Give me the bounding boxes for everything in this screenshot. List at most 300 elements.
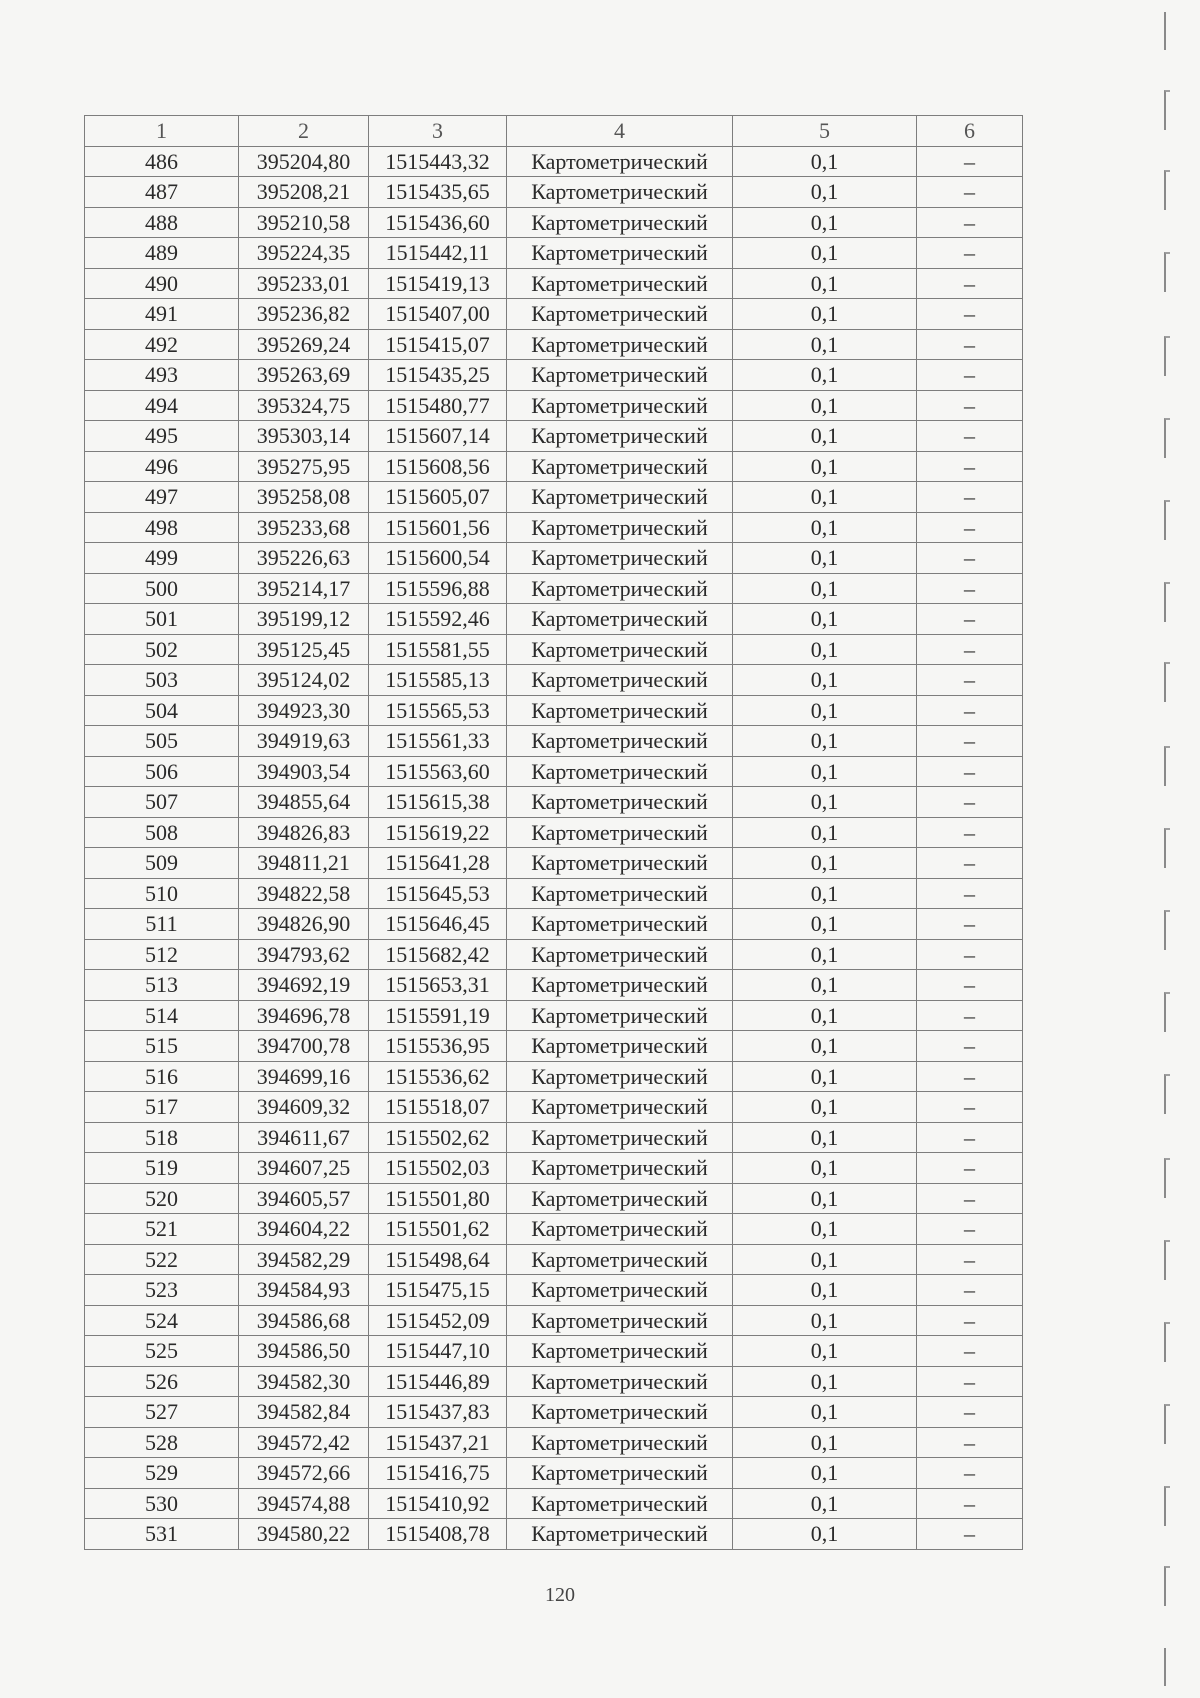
note-cell: – <box>917 238 1023 269</box>
note-cell: – <box>917 1305 1023 1336</box>
table-row <box>85 665 1023 696</box>
table-row <box>85 1031 1023 1062</box>
point-number-cell: 514 <box>85 1000 239 1031</box>
accuracy-cell: 0,1 <box>733 695 917 726</box>
point-number-cell: 518 <box>85 1122 239 1153</box>
note-cell: – <box>917 1183 1023 1214</box>
method-cell: Картометрический <box>507 177 733 208</box>
x-coordinate-cell: 395204,80 <box>239 146 369 177</box>
accuracy-cell: 0,1 <box>733 604 917 635</box>
method-cell: Картометрический <box>507 1183 733 1214</box>
method-cell: Картометрический <box>507 1336 733 1367</box>
accuracy-cell: 0,1 <box>733 451 917 482</box>
note-cell: – <box>917 848 1023 879</box>
x-coordinate-cell: 395324,75 <box>239 390 369 421</box>
point-number-cell: 499 <box>85 543 239 574</box>
table-row <box>85 695 1023 726</box>
accuracy-cell: 0,1 <box>733 421 917 452</box>
table-row <box>85 360 1023 391</box>
x-coordinate-cell: 394923,30 <box>239 695 369 726</box>
scan-edge-mark <box>1164 1240 1170 1280</box>
point-number-cell: 512 <box>85 939 239 970</box>
point-number-cell: 527 <box>85 1397 239 1428</box>
y-coordinate-cell: 1515501,80 <box>369 1183 507 1214</box>
point-number-cell: 491 <box>85 299 239 330</box>
method-cell: Картометрический <box>507 878 733 909</box>
point-number-cell: 487 <box>85 177 239 208</box>
table-row <box>85 1397 1023 1428</box>
point-number-cell: 490 <box>85 268 239 299</box>
x-coordinate-cell: 395214,17 <box>239 573 369 604</box>
table-row <box>85 1000 1023 1031</box>
point-number-cell: 502 <box>85 634 239 665</box>
table-row <box>85 756 1023 787</box>
method-cell: Картометрический <box>507 726 733 757</box>
note-cell: – <box>917 817 1023 848</box>
table-row <box>85 329 1023 360</box>
note-cell: – <box>917 909 1023 940</box>
point-number-cell: 500 <box>85 573 239 604</box>
y-coordinate-cell: 1515436,60 <box>369 207 507 238</box>
y-coordinate-cell: 1515682,42 <box>369 939 507 970</box>
y-coordinate-cell: 1515435,65 <box>369 177 507 208</box>
x-coordinate-cell: 394572,66 <box>239 1458 369 1489</box>
note-cell: – <box>917 390 1023 421</box>
point-number-cell: 506 <box>85 756 239 787</box>
accuracy-cell: 0,1 <box>733 1153 917 1184</box>
table-header-row <box>85 116 1023 147</box>
method-cell: Картометрический <box>507 451 733 482</box>
y-coordinate-cell: 1515410,92 <box>369 1488 507 1519</box>
y-coordinate-cell: 1515518,07 <box>369 1092 507 1123</box>
accuracy-cell: 0,1 <box>733 390 917 421</box>
point-number-cell: 517 <box>85 1092 239 1123</box>
table-row <box>85 909 1023 940</box>
point-number-cell: 505 <box>85 726 239 757</box>
table-row <box>85 512 1023 543</box>
method-cell: Картометрический <box>507 756 733 787</box>
method-cell: Картометрический <box>507 695 733 726</box>
scan-edge-mark <box>1164 828 1170 868</box>
method-cell: Картометрический <box>507 1488 733 1519</box>
y-coordinate-cell: 1515536,62 <box>369 1061 507 1092</box>
y-coordinate-cell: 1515653,31 <box>369 970 507 1001</box>
accuracy-cell: 0,1 <box>733 1092 917 1123</box>
point-number-cell: 520 <box>85 1183 239 1214</box>
table-row <box>85 1336 1023 1367</box>
x-coordinate-cell: 394582,30 <box>239 1366 369 1397</box>
point-number-cell: 501 <box>85 604 239 635</box>
x-coordinate-cell: 394582,29 <box>239 1244 369 1275</box>
x-coordinate-cell: 394700,78 <box>239 1031 369 1062</box>
accuracy-cell: 0,1 <box>733 848 917 879</box>
method-cell: Картометрический <box>507 299 733 330</box>
method-cell: Картометрический <box>507 1305 733 1336</box>
note-cell: – <box>917 329 1023 360</box>
method-cell: Картометрический <box>507 512 733 543</box>
method-cell: Картометрический <box>507 1000 733 1031</box>
note-cell: – <box>917 1000 1023 1031</box>
scan-edge-mark <box>1164 1322 1170 1362</box>
x-coordinate-cell: 394855,64 <box>239 787 369 818</box>
point-number-cell: 526 <box>85 1366 239 1397</box>
scan-edge-mark <box>1164 582 1170 622</box>
x-coordinate-cell: 394582,84 <box>239 1397 369 1428</box>
point-number-cell: 513 <box>85 970 239 1001</box>
method-cell: Картометрический <box>507 146 733 177</box>
method-cell: Картометрический <box>507 848 733 879</box>
point-number-cell: 488 <box>85 207 239 238</box>
y-coordinate-cell: 1515502,62 <box>369 1122 507 1153</box>
accuracy-cell: 0,1 <box>733 360 917 391</box>
point-number-cell: 522 <box>85 1244 239 1275</box>
table-row <box>85 848 1023 879</box>
table-row <box>85 1122 1023 1153</box>
method-cell: Картометрический <box>507 482 733 513</box>
x-coordinate-cell: 395263,69 <box>239 360 369 391</box>
accuracy-cell: 0,1 <box>733 329 917 360</box>
scan-edge-mark <box>1164 1404 1170 1444</box>
point-number-cell: 508 <box>85 817 239 848</box>
page-number: 120 <box>545 1584 575 1606</box>
y-coordinate-cell: 1515646,45 <box>369 909 507 940</box>
point-number-cell: 524 <box>85 1305 239 1336</box>
method-cell: Картометрический <box>507 360 733 391</box>
accuracy-cell: 0,1 <box>733 268 917 299</box>
scan-edge-mark <box>1164 1566 1170 1606</box>
accuracy-cell: 0,1 <box>733 573 917 604</box>
table-row <box>85 1061 1023 1092</box>
y-coordinate-cell: 1515437,83 <box>369 1397 507 1428</box>
accuracy-cell: 0,1 <box>733 1061 917 1092</box>
point-number-cell: 515 <box>85 1031 239 1062</box>
method-cell: Картометрический <box>507 1061 733 1092</box>
method-cell: Картометрический <box>507 1427 733 1458</box>
accuracy-cell: 0,1 <box>733 482 917 513</box>
method-cell: Картометрический <box>507 1366 733 1397</box>
table-row <box>85 817 1023 848</box>
x-coordinate-cell: 394609,32 <box>239 1092 369 1123</box>
accuracy-cell: 0,1 <box>733 1519 917 1550</box>
accuracy-cell: 0,1 <box>733 817 917 848</box>
method-cell: Картометрический <box>507 268 733 299</box>
point-number-cell: 503 <box>85 665 239 696</box>
y-coordinate-cell: 1515435,25 <box>369 360 507 391</box>
note-cell: – <box>917 665 1023 696</box>
accuracy-cell: 0,1 <box>733 1183 917 1214</box>
point-number-cell: 494 <box>85 390 239 421</box>
y-coordinate-cell: 1515437,21 <box>369 1427 507 1458</box>
scan-edge-mark <box>1164 500 1170 540</box>
table-row <box>85 238 1023 269</box>
x-coordinate-cell: 395226,63 <box>239 543 369 574</box>
note-cell: – <box>917 1092 1023 1123</box>
note-cell: – <box>917 299 1023 330</box>
x-coordinate-cell: 394919,63 <box>239 726 369 757</box>
column-header: 6 <box>917 116 1023 147</box>
table-row <box>85 482 1023 513</box>
table-row <box>85 726 1023 757</box>
y-coordinate-cell: 1515501,62 <box>369 1214 507 1245</box>
table-row <box>85 1275 1023 1306</box>
note-cell: – <box>917 573 1023 604</box>
scan-edge-mark <box>1164 1486 1170 1526</box>
x-coordinate-cell: 394903,54 <box>239 756 369 787</box>
table-row <box>85 1183 1023 1214</box>
note-cell: – <box>917 604 1023 635</box>
method-cell: Картометрический <box>507 817 733 848</box>
method-cell: Картометрический <box>507 421 733 452</box>
method-cell: Картометрический <box>507 1397 733 1428</box>
note-cell: – <box>917 451 1023 482</box>
x-coordinate-cell: 394604,22 <box>239 1214 369 1245</box>
note-cell: – <box>917 177 1023 208</box>
note-cell: – <box>917 1458 1023 1489</box>
x-coordinate-cell: 394580,22 <box>239 1519 369 1550</box>
point-number-cell: 523 <box>85 1275 239 1306</box>
table-row <box>85 1458 1023 1489</box>
table-row <box>85 390 1023 421</box>
x-coordinate-cell: 394826,90 <box>239 909 369 940</box>
x-coordinate-cell: 395199,12 <box>239 604 369 635</box>
x-coordinate-cell: 395258,08 <box>239 482 369 513</box>
coordinates-table <box>84 115 1023 1550</box>
x-coordinate-cell: 394605,57 <box>239 1183 369 1214</box>
note-cell: – <box>917 756 1023 787</box>
y-coordinate-cell: 1515563,60 <box>369 756 507 787</box>
x-coordinate-cell: 395224,35 <box>239 238 369 269</box>
method-cell: Картометрический <box>507 604 733 635</box>
note-cell: – <box>917 1488 1023 1519</box>
note-cell: – <box>917 543 1023 574</box>
note-cell: – <box>917 1366 1023 1397</box>
table-row <box>85 634 1023 665</box>
accuracy-cell: 0,1 <box>733 1275 917 1306</box>
x-coordinate-cell: 395269,24 <box>239 329 369 360</box>
y-coordinate-cell: 1515447,10 <box>369 1336 507 1367</box>
y-coordinate-cell: 1515416,75 <box>369 1458 507 1489</box>
y-coordinate-cell: 1515446,89 <box>369 1366 507 1397</box>
accuracy-cell: 0,1 <box>733 970 917 1001</box>
table-row <box>85 543 1023 574</box>
note-cell: – <box>917 1336 1023 1367</box>
table-row <box>85 1366 1023 1397</box>
accuracy-cell: 0,1 <box>733 207 917 238</box>
table-row <box>85 1427 1023 1458</box>
point-number-cell: 509 <box>85 848 239 879</box>
x-coordinate-cell: 394811,21 <box>239 848 369 879</box>
point-number-cell: 486 <box>85 146 239 177</box>
table-row <box>85 146 1023 177</box>
note-cell: – <box>917 146 1023 177</box>
note-cell: – <box>917 939 1023 970</box>
point-number-cell: 493 <box>85 360 239 391</box>
note-cell: – <box>917 1397 1023 1428</box>
method-cell: Картометрический <box>507 1031 733 1062</box>
accuracy-cell: 0,1 <box>733 909 917 940</box>
table-row <box>85 1214 1023 1245</box>
y-coordinate-cell: 1515592,46 <box>369 604 507 635</box>
point-number-cell: 498 <box>85 512 239 543</box>
x-coordinate-cell: 395210,58 <box>239 207 369 238</box>
scan-edge-mark <box>1164 662 1170 702</box>
y-coordinate-cell: 1515596,88 <box>369 573 507 604</box>
note-cell: – <box>917 1031 1023 1062</box>
point-number-cell: 489 <box>85 238 239 269</box>
scan-edge-mark <box>1164 90 1170 130</box>
x-coordinate-cell: 394584,93 <box>239 1275 369 1306</box>
note-cell: – <box>917 726 1023 757</box>
method-cell: Картометрический <box>507 634 733 665</box>
y-coordinate-cell: 1515442,11 <box>369 238 507 269</box>
y-coordinate-cell: 1515475,15 <box>369 1275 507 1306</box>
x-coordinate-cell: 394586,50 <box>239 1336 369 1367</box>
accuracy-cell: 0,1 <box>733 1214 917 1245</box>
accuracy-cell: 0,1 <box>733 177 917 208</box>
table-row <box>85 299 1023 330</box>
y-coordinate-cell: 1515608,56 <box>369 451 507 482</box>
accuracy-cell: 0,1 <box>733 939 917 970</box>
accuracy-cell: 0,1 <box>733 787 917 818</box>
method-cell: Картометрический <box>507 329 733 360</box>
note-cell: – <box>917 1519 1023 1550</box>
note-cell: – <box>917 1153 1023 1184</box>
y-coordinate-cell: 1515408,78 <box>369 1519 507 1550</box>
table-body <box>85 146 1023 1549</box>
method-cell: Картометрический <box>507 207 733 238</box>
y-coordinate-cell: 1515641,28 <box>369 848 507 879</box>
accuracy-cell: 0,1 <box>733 299 917 330</box>
point-number-cell: 528 <box>85 1427 239 1458</box>
method-cell: Картометрический <box>507 787 733 818</box>
column-header: 3 <box>369 116 507 147</box>
table-row <box>85 787 1023 818</box>
point-number-cell: 492 <box>85 329 239 360</box>
scan-edge-mark <box>1164 336 1170 376</box>
table-row <box>85 1244 1023 1275</box>
point-number-cell: 497 <box>85 482 239 513</box>
scan-edge-mark <box>1164 12 1170 50</box>
y-coordinate-cell: 1515605,07 <box>369 482 507 513</box>
scan-edge-mark <box>1164 170 1170 210</box>
column-header: 1 <box>85 116 239 147</box>
method-cell: Картометрический <box>507 665 733 696</box>
table-row <box>85 573 1023 604</box>
note-cell: – <box>917 360 1023 391</box>
accuracy-cell: 0,1 <box>733 634 917 665</box>
accuracy-cell: 0,1 <box>733 1031 917 1062</box>
x-coordinate-cell: 394611,67 <box>239 1122 369 1153</box>
method-cell: Картометрический <box>507 939 733 970</box>
y-coordinate-cell: 1515415,07 <box>369 329 507 360</box>
table-row <box>85 207 1023 238</box>
x-coordinate-cell: 394696,78 <box>239 1000 369 1031</box>
accuracy-cell: 0,1 <box>733 1458 917 1489</box>
accuracy-cell: 0,1 <box>733 756 917 787</box>
y-coordinate-cell: 1515498,64 <box>369 1244 507 1275</box>
accuracy-cell: 0,1 <box>733 1488 917 1519</box>
method-cell: Картометрический <box>507 909 733 940</box>
note-cell: – <box>917 1122 1023 1153</box>
note-cell: – <box>917 878 1023 909</box>
note-cell: – <box>917 268 1023 299</box>
method-cell: Картометрический <box>507 1092 733 1123</box>
method-cell: Картометрический <box>507 1275 733 1306</box>
y-coordinate-cell: 1515480,77 <box>369 390 507 421</box>
x-coordinate-cell: 395208,21 <box>239 177 369 208</box>
table-row <box>85 1092 1023 1123</box>
note-cell: – <box>917 1244 1023 1275</box>
x-coordinate-cell: 394692,19 <box>239 970 369 1001</box>
y-coordinate-cell: 1515607,14 <box>369 421 507 452</box>
x-coordinate-cell: 395236,82 <box>239 299 369 330</box>
scan-edge-mark <box>1164 1074 1170 1114</box>
method-cell: Картометрический <box>507 573 733 604</box>
accuracy-cell: 0,1 <box>733 726 917 757</box>
method-cell: Картометрический <box>507 238 733 269</box>
point-number-cell: 510 <box>85 878 239 909</box>
accuracy-cell: 0,1 <box>733 238 917 269</box>
scan-edge-mark <box>1164 910 1170 950</box>
method-cell: Картометрический <box>507 1214 733 1245</box>
note-cell: – <box>917 512 1023 543</box>
note-cell: – <box>917 207 1023 238</box>
y-coordinate-cell: 1515585,13 <box>369 665 507 696</box>
scan-edge-mark <box>1164 1158 1170 1198</box>
point-number-cell: 519 <box>85 1153 239 1184</box>
x-coordinate-cell: 395233,01 <box>239 268 369 299</box>
x-coordinate-cell: 395124,02 <box>239 665 369 696</box>
note-cell: – <box>917 1427 1023 1458</box>
note-cell: – <box>917 695 1023 726</box>
table-row <box>85 939 1023 970</box>
scan-edge-mark <box>1164 1648 1170 1686</box>
accuracy-cell: 0,1 <box>733 1244 917 1275</box>
x-coordinate-cell: 394607,25 <box>239 1153 369 1184</box>
point-number-cell: 525 <box>85 1336 239 1367</box>
method-cell: Картометрический <box>507 1244 733 1275</box>
x-coordinate-cell: 394793,62 <box>239 939 369 970</box>
table-row <box>85 878 1023 909</box>
accuracy-cell: 0,1 <box>733 878 917 909</box>
table-row <box>85 1488 1023 1519</box>
accuracy-cell: 0,1 <box>733 512 917 543</box>
note-cell: – <box>917 634 1023 665</box>
x-coordinate-cell: 394574,88 <box>239 1488 369 1519</box>
table-row <box>85 1519 1023 1550</box>
method-cell: Картометрический <box>507 390 733 421</box>
table-row <box>85 421 1023 452</box>
accuracy-cell: 0,1 <box>733 1000 917 1031</box>
accuracy-cell: 0,1 <box>733 665 917 696</box>
x-coordinate-cell: 395233,68 <box>239 512 369 543</box>
y-coordinate-cell: 1515601,56 <box>369 512 507 543</box>
note-cell: – <box>917 421 1023 452</box>
column-header: 4 <box>507 116 733 147</box>
accuracy-cell: 0,1 <box>733 1122 917 1153</box>
scan-edge-mark <box>1164 746 1170 786</box>
column-header: 2 <box>239 116 369 147</box>
x-coordinate-cell: 395303,14 <box>239 421 369 452</box>
table-row <box>85 970 1023 1001</box>
accuracy-cell: 0,1 <box>733 1427 917 1458</box>
accuracy-cell: 0,1 <box>733 1397 917 1428</box>
y-coordinate-cell: 1515600,54 <box>369 543 507 574</box>
scan-edge-mark <box>1164 992 1170 1032</box>
method-cell: Картометрический <box>507 1519 733 1550</box>
note-cell: – <box>917 970 1023 1001</box>
y-coordinate-cell: 1515452,09 <box>369 1305 507 1336</box>
